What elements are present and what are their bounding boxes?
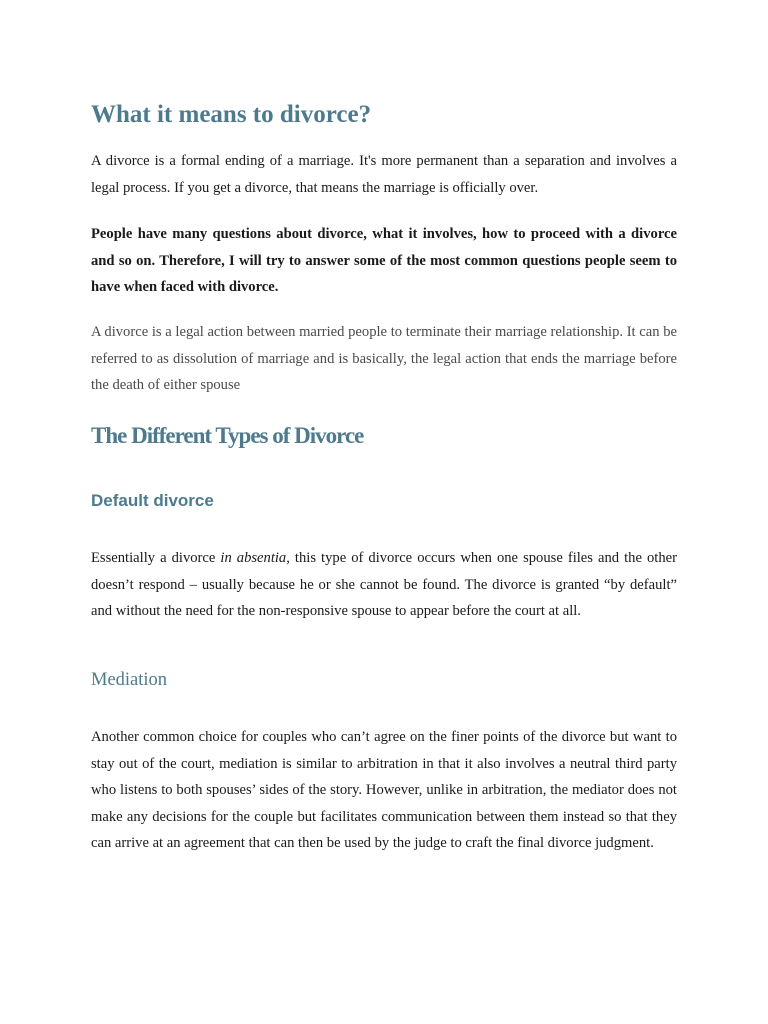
default-text-italic: in absentia <box>220 550 287 566</box>
default-text-before: Essentially a divorce <box>91 550 221 566</box>
default-divorce-paragraph <box>91 545 677 625</box>
definition-paragraph: A divorce is a legal action between married people to terminate their marriage relationship. It can be referred to as dissolution of marriage and is basically, the legal action that ends the marriage before the death of either spouse <box>91 324 677 394</box>
mediation-heading: Mediation <box>91 670 168 690</box>
default-divorce-heading: Default divorce <box>91 491 214 510</box>
bold-paragraph: People have many questions about divorce, what it involves, how to proceed with a divorce and so on. Therefore, I will try to answer some of the most common questions people seem to have when faced with divorce. <box>91 226 677 296</box>
intro-paragraph: A divorce is a formal ending of a marriage. It's more permanent than a separation and involves a legal process. If you get a divorce, that means the marriage is officially over. <box>91 153 677 196</box>
default-text-after: , this type of divorce occurs when one spouse files and the other doesn’t respond – usually because he or she cannot be found. The divorce is granted “by default” and without the need for the non-responsive spouse to appear before the court at all. <box>91 550 677 620</box>
page-title: What it means to divorce? <box>91 101 372 128</box>
types-heading: The Different Types of Divorce <box>91 423 364 448</box>
mediation-paragraph: Another common choice for couples who can’t agree on the finer points of the divorce but want to stay out of the court, mediation is similar to arbitration in that it also involves a neutral third party who listens to both spouses’ sides of the story. However, unlike in arbitration, the mediator does not make any decisions for the couple but facilitates communication between them instead so that they can arrive at an agreement that can then be used by the judge to craft the final divorce judgment. <box>91 729 677 852</box>
